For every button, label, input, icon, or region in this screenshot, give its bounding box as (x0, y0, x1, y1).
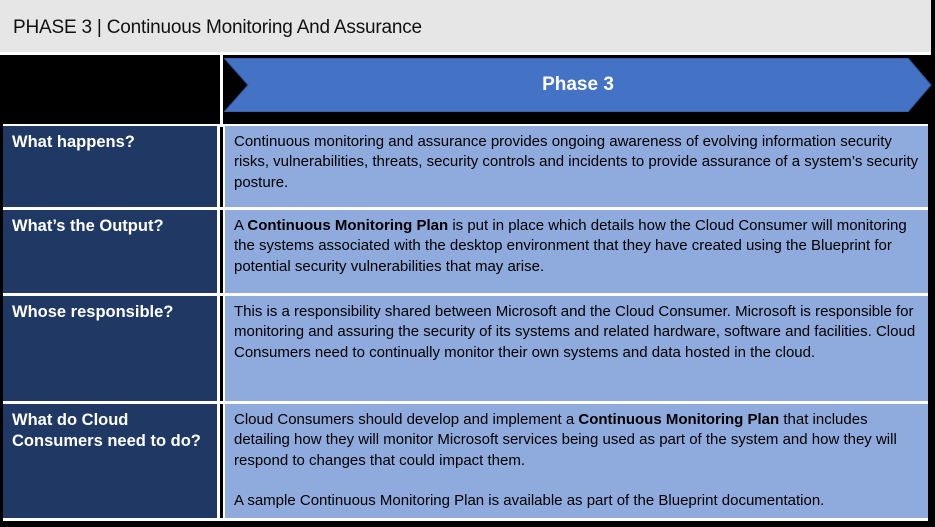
page-title: PHASE 3 | Continuous Monitoring And Assurance (13, 17, 422, 38)
row-label-cell (3, 210, 220, 293)
table-row-what-happens (0, 126, 931, 207)
row-label: What do Cloud Consumers need to do? (12, 411, 201, 450)
phase-table (0, 124, 935, 527)
row-content-cell (223, 126, 928, 207)
plan-name-bold: Continuous Monitoring Plan (247, 217, 449, 234)
row-label: Whose responsible? (12, 303, 174, 321)
table-row-consumers-todo (0, 404, 931, 518)
row-label-cell (3, 404, 220, 518)
text-run: Cloud Consumers should develop and implement a (234, 411, 579, 428)
row-label-cell (3, 126, 220, 207)
text-run: A (234, 217, 248, 234)
text-run: is put in place which details how the Cloud Consumer will monitoring the systems associated with the desktop environment that they have created using the Blueprint for potential security vulnerabilities that may arise. (234, 217, 907, 275)
plan-name-bold: Continuous Monitoring Plan (578, 411, 780, 428)
phase-label: Phase 3 (542, 74, 614, 95)
text-run: that includes detailing how they will monitor Microsoft services being used as part of the system and how they will respond to changes that could impact them. (234, 411, 897, 469)
row-content: Continuous monitoring and assurance provides ongoing awareness of evolving information security risks, vulnerabilities, threats, security controls and incidents to provide assurance of a system’s security posture. (234, 133, 919, 191)
row-content-cell (223, 210, 928, 293)
band-divider (220, 55, 223, 124)
row-label: What’s the Output? (12, 217, 164, 235)
table-row-responsible (0, 296, 931, 401)
row-content-cell (223, 404, 928, 518)
row-divider (3, 518, 928, 521)
page-header (0, 0, 931, 55)
row-label: What happens? (12, 133, 135, 151)
table-row-output (0, 210, 931, 293)
row-content (234, 216, 924, 277)
row-content-cell (223, 296, 928, 401)
sample-plan-note: A sample Continuous Monitoring Plan is available as part of the Blueprint documentation. (234, 491, 825, 509)
row-content: This is a responsibility shared between Microsoft and the Cloud Consumer. Microsoft is responsible for monitoring and assuring the security of its systems and related hardware, software and facilities. Cloud Consumers need to continually monitor their own systems and data hosted in the cloud. (234, 303, 916, 361)
row-content (234, 410, 924, 511)
row-label-cell (3, 296, 220, 401)
